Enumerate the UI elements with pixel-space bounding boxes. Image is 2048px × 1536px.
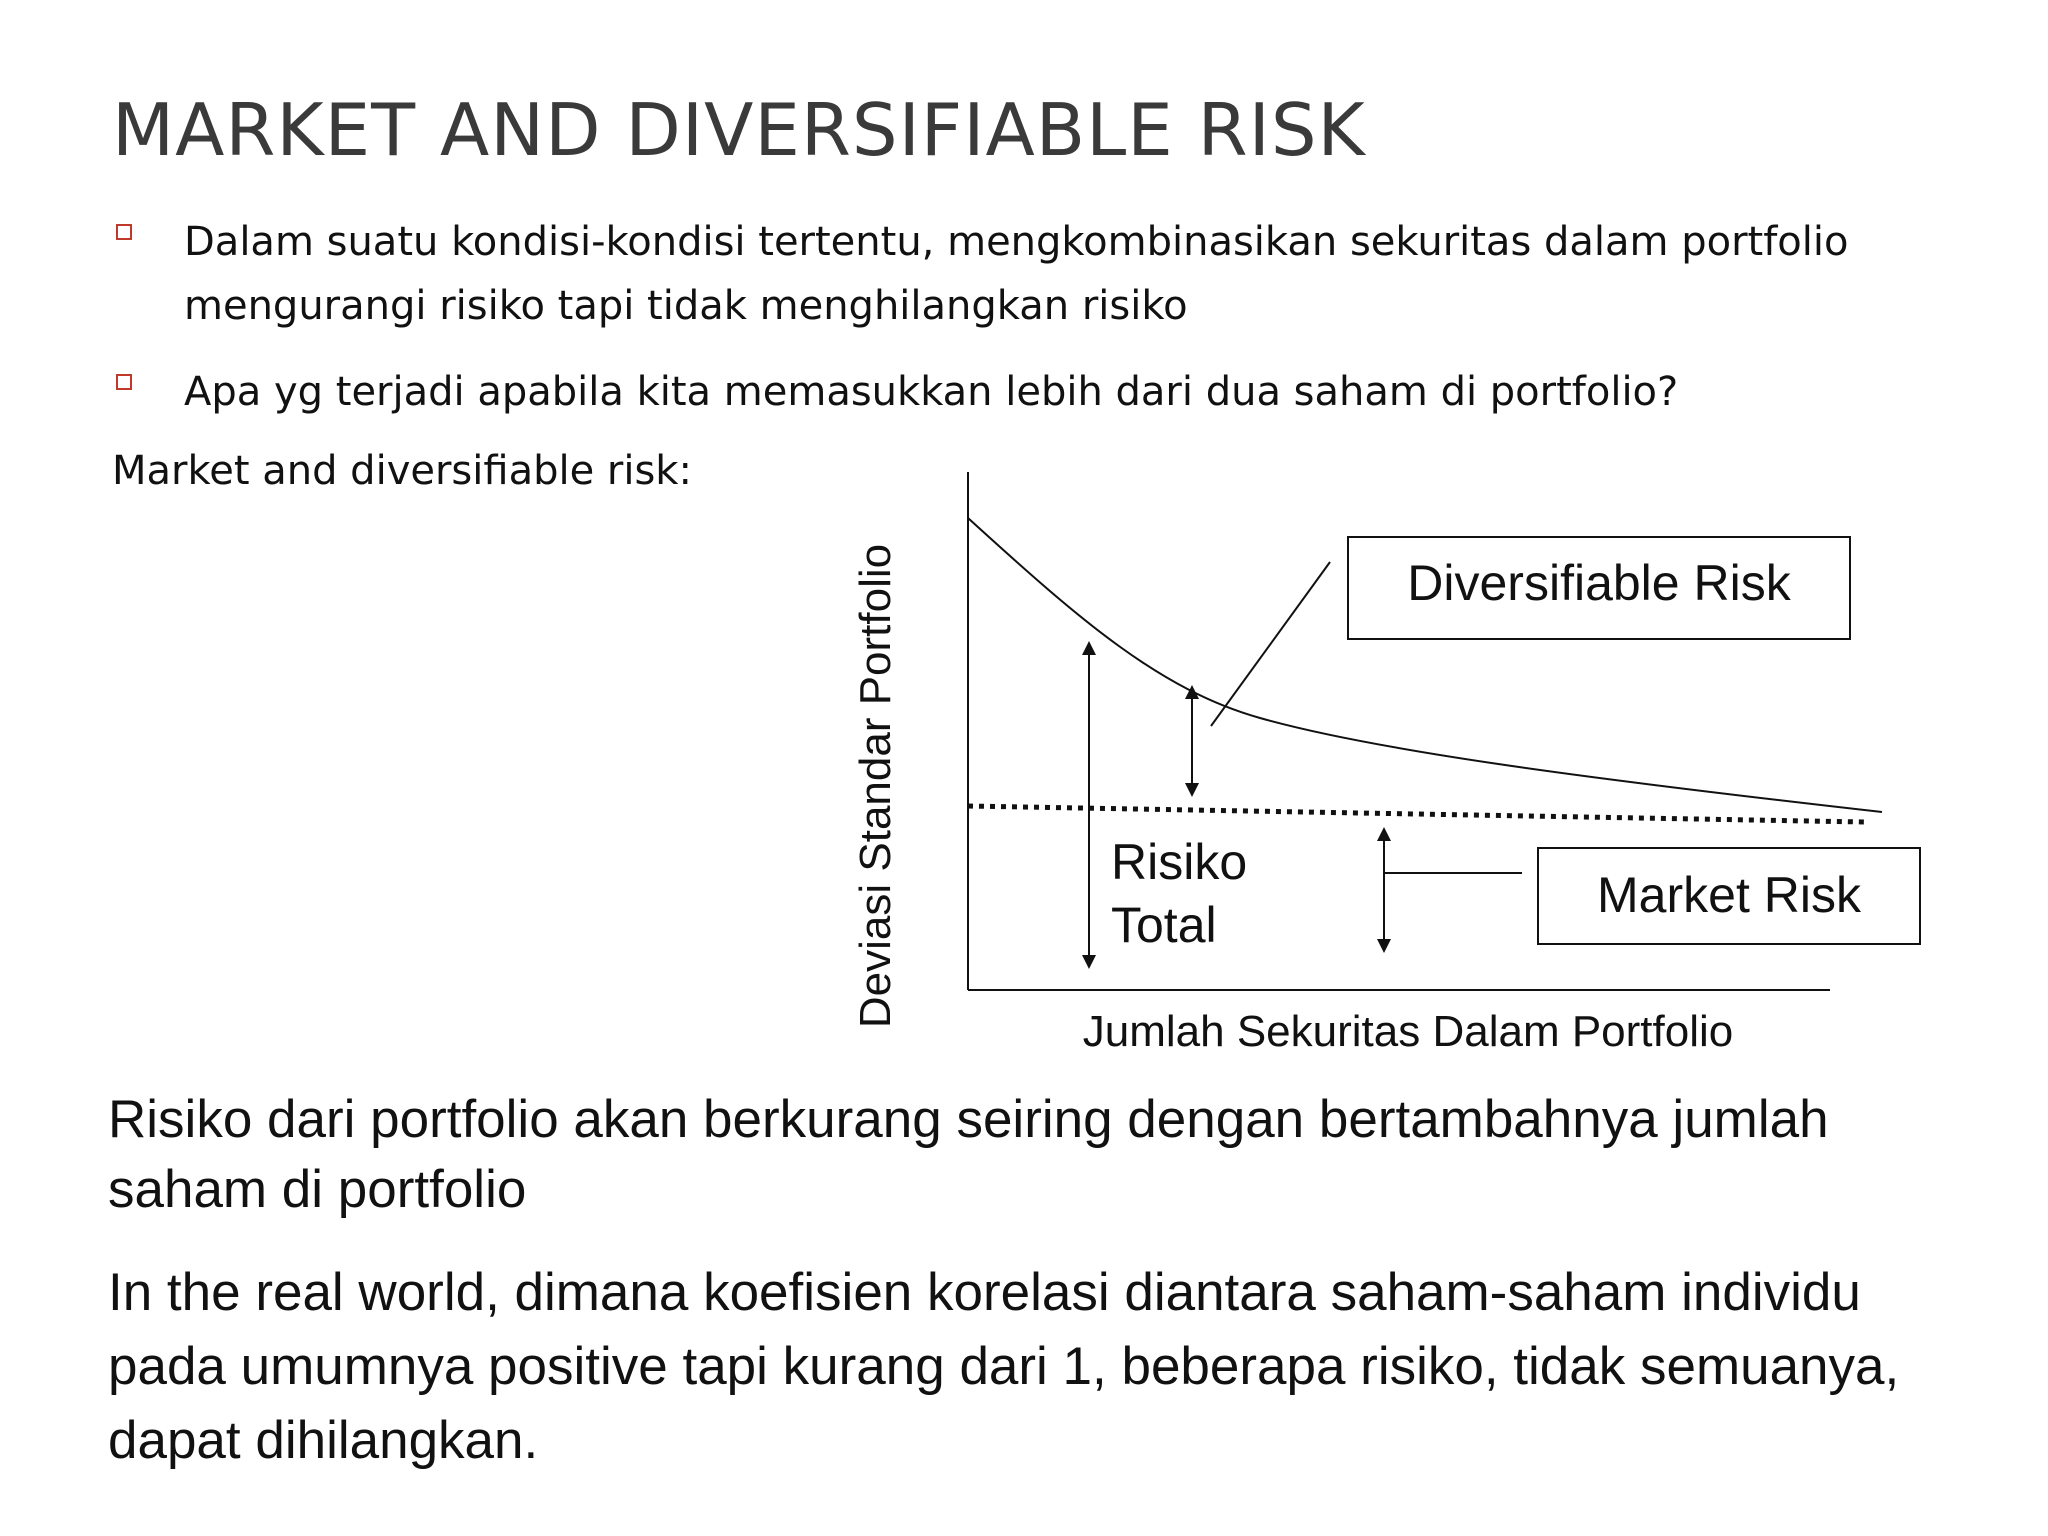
x-axis-label: Jumlah Sekuritas Dalam Portfolio [1082,1007,1734,1056]
market-risk-label: Market Risk [1597,867,1861,923]
paragraph-risk-reduction: Risiko dari portfolio akan berkurang seiring dengan bertambahnya jumlah saham di portfolio [108,1090,1829,1219]
diversifiable-connector [1211,562,1330,726]
diagram-intro: Market and diversifiable risk: [112,448,692,494]
market-risk-line [968,806,1864,822]
slide-title: MARKET AND DIVERSIFIABLE RISK [112,88,1366,172]
bullet-text: Dalam suatu kondisi-kondisi tertentu, mengkombinasikan sekuritas dalam portfolio mengurangi risiko tapi tidak menghilangkan risiko [184,219,1849,329]
total-risk-label-line1: Risiko [1111,834,1248,890]
total-risk-label-line2: Total [1111,897,1217,953]
bullet-text: Apa yg terjadi apabila kita memasukkan lebih dari dua saham di portfolio? [184,369,1679,415]
y-axis-label: Deviasi Standar Portfolio [851,543,900,1029]
diversifiable-risk-label: Diversifiable Risk [1407,555,1791,611]
paragraph-real-world: In the real world, dimana koefisien korelasi diantara saham-saham individu pada umumnya positive tapi kurang dari 1, beberapa risiko, tidak semuanya, dapat dihilangkan. [108,1263,1900,1470]
